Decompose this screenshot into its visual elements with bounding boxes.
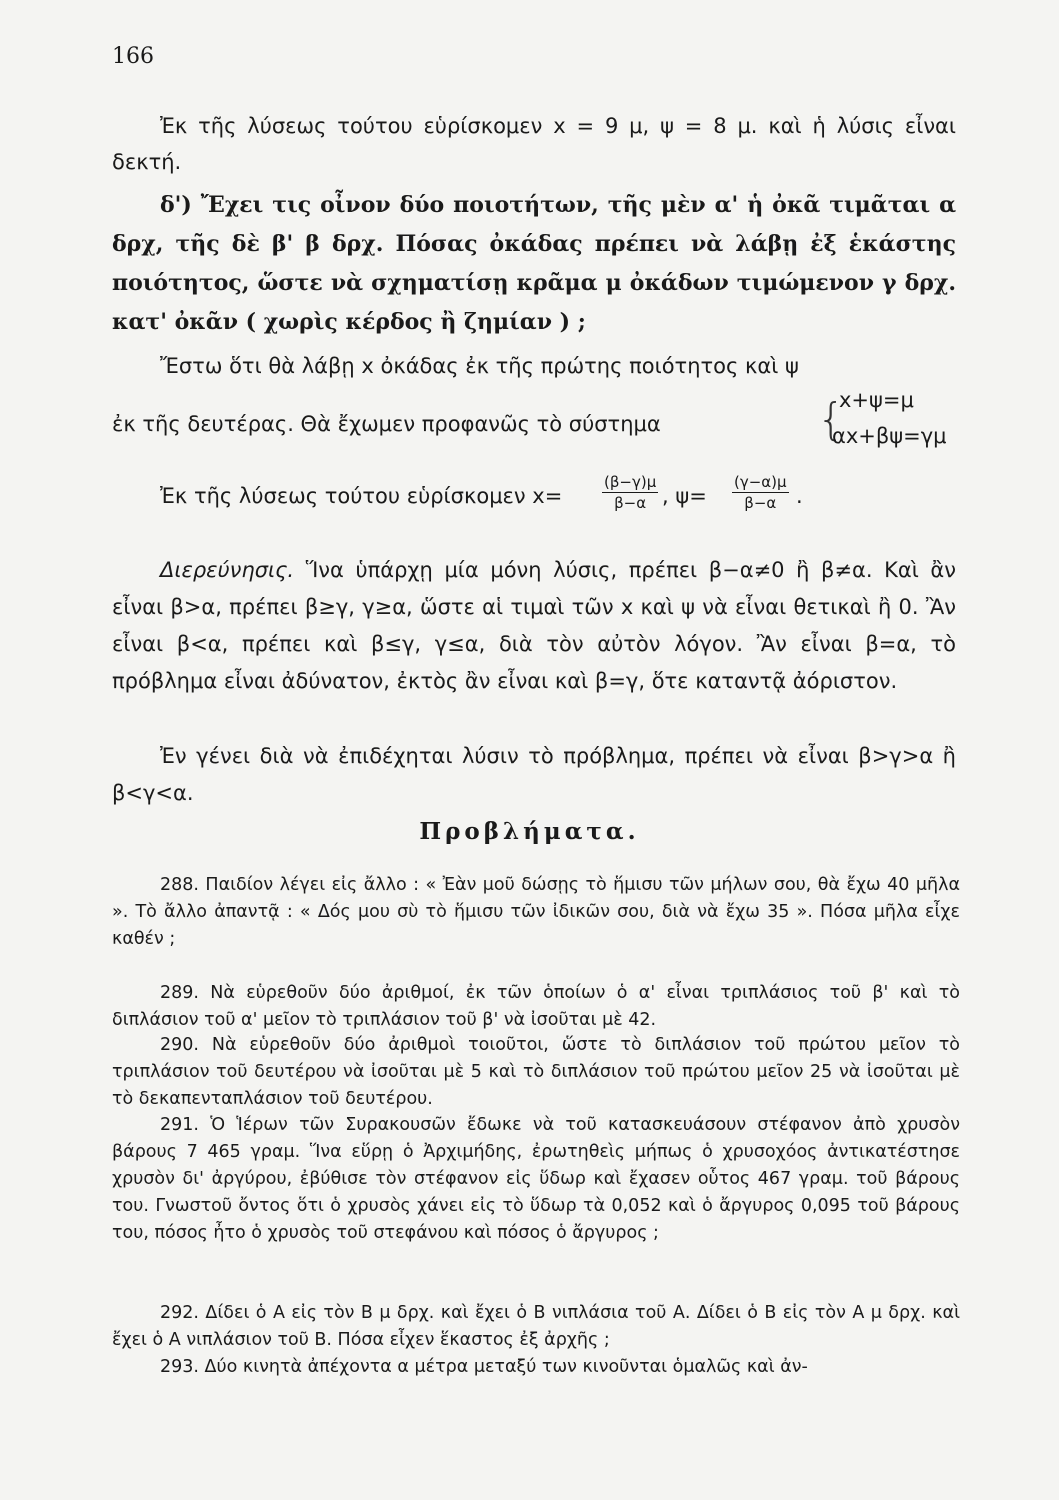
y-numerator: (γ−α)μ — [734, 473, 787, 491]
page-number: 166 — [112, 44, 154, 69]
solution-lead-text: Ἐκ τῆς λύσεως τούτου εὑρίσκομεν x= — [160, 484, 563, 508]
paragraph-general-condition: Ἐν γένει διὰ νὰ ἐπιδέχηται λύσιν τὸ πρόβλημα, πρέπει νὰ εἶναι β>γ>α ἢ β<γ<α. — [112, 744, 956, 805]
system-brace: { — [817, 394, 845, 445]
system-lead-text: ἐκ τῆς δευτέρας. Θὰ ἔχωμεν προφανῶς τὸ σύστημα — [112, 412, 661, 436]
y-fraction — [732, 472, 789, 513]
x-fraction — [602, 472, 658, 513]
paragraph-assumption: Ἔστω ὅτι θὰ λάβῃ x ὀκάδας ἐκ τῆς πρώτης ποιότητος καὶ ψ — [160, 354, 799, 378]
equation-system — [112, 388, 956, 460]
equation-2: αx+βψ=γμ — [832, 424, 947, 448]
solution-mid-text: , ψ= — [662, 484, 707, 508]
x-denominator: β−α — [614, 494, 647, 512]
paragraph-wine-problem: δ') Ἔχει τις οἶνον δύο ποιοτήτων, τῆς μὲν α' ἡ ὀκᾶ τιμᾶται α δρχ, τῆς δὲ β' β δρχ. Πόσας ὀκάδας πρέπει νὰ λάβῃ ἐξ ἑκάστης ποιότητος, ὥστε νὰ σχηματίσῃ κρᾶμα μ ὀκάδων τιμώμενον γ δρχ. κατ' ὀκᾶν ( χωρὶς κέρδος ἢ ζημίαν ) ; — [112, 192, 956, 335]
solution-end-punct: . — [796, 484, 803, 508]
problem-292: 292. Δίδει ὁ Α εἰς τὸν Β μ δρχ. καὶ ἔχει ὁ Β νιπλάσια τοῦ Α. Δίδει ὁ Β εἰς τὸν Α μ δρχ. καὶ ἔχει ὁ Α νιπλάσιον τοῦ Β. Πόσα εἶχεν ἕκαστος ἐξ ἀρχῆς ; — [112, 1303, 960, 1350]
paragraph-discussion — [112, 552, 956, 700]
y-denominator: β−α — [744, 494, 777, 512]
discussion-text: Ἵνα ὑπάρχῃ μία μόνη λύσις, πρέπει β−α≠0 ἢ β≠α. Καὶ ἂν εἶναι β>α, πρέπει β≥γ, γ≥α, ὥστε αἱ τιμαὶ τῶν x καὶ ψ νὰ εἶναι θετικαὶ ἢ 0. Ἂν εἶναι β<α, πρέπει καὶ β≤γ, γ≤α, διὰ τὸν αὐτὸν λόγον. Ἂν εἶναι β=α, τὸ πρόβλημα εἶναι ἀδύνατον, ἐκτὸς ἂν εἶναι καὶ β=γ, ὅτε καταντᾷ ἀόριστον. — [112, 558, 956, 693]
problem-291: 291. Ὁ Ἱέρων τῶν Συρακουσῶν ἔδωκε νὰ τοῦ κατασκευάσουν στέφανον ἀπὸ χρυσὸν βάρους 7 465 γραμ. Ἵνα εὕρῃ ὁ Ἀρχιμήδης, ἐρωτηθεὶς μήπως ὁ χρυσοχόος ἀντικατέστησε χρυσὸν δι' ἀργύρου, ἐβύθισε τὸν στέφανον εἰς ὕδωρ καὶ ἔχασεν οὗτος 467 γραμ. τοῦ βάρους του. Γνωστοῦ ὄντος ὅτι ὁ χρυσὸς χάνει εἰς τὸ ὕδωρ τὰ 0,052 καὶ ὁ ἄργυρος 0,095 τοῦ βάρους του, πόσος ἦτο ὁ χρυσὸς τοῦ στεφάνου καὶ πόσος ὁ ἄργυρος ; — [112, 1115, 960, 1243]
solution-formula — [112, 470, 956, 532]
problem-289: 289. Νὰ εὑρεθοῦν δύο ἀριθμοί, ἐκ τῶν ὁποίων ὁ α' εἶναι τριπλάσιος τοῦ β' καὶ τὸ διπλάσιον τοῦ α' μεῖον τὸ τριπλάσιον τοῦ β' νὰ ἰσοῦται μὲ 42. — [112, 983, 960, 1030]
problem-290: 290. Νὰ εὑρεθοῦν δύο ἀριθμοὶ τοιοῦτοι, ὥστε τὸ διπλάσιον τοῦ πρώτου μεῖον τὸ τριπλάσιον τοῦ δευτέρου νὰ ἰσοῦται μὲ 5 καὶ τὸ διπλάσιον τοῦ πρώτου μεῖον 25 νὰ ἰσοῦται μὲ τὸ δεκαπενταπλάσιον τοῦ δευτέρου. — [112, 1035, 960, 1109]
problem-293: 293. Δύο κινητὰ ἀπέχοντα α μέτρα μεταξύ των κινοῦνται ὁμαλῶς καὶ ἀν- — [160, 1357, 808, 1377]
section-heading: Προβλήματα. — [419, 818, 640, 845]
x-numerator: (β−γ)μ — [604, 473, 657, 491]
equation-1: x+ψ=μ — [839, 388, 914, 412]
discussion-label: Διερεύνησις. — [160, 558, 295, 582]
paragraph-solution-result: Ἐκ τῆς λύσεως τούτου εὑρίσκομεν x = 9 μ, ψ = 8 μ. καὶ ἡ λύσις εἶναι δεκτή. — [112, 114, 956, 174]
problem-288: 288. Παιδίον λέγει εἰς ἄλλο : « Ἐὰν μοῦ δώσῃς τὸ ἥμισυ τῶν μήλων σου, θὰ ἔχω 40 μῆλα ». Τὸ ἄλλο ἀπαντᾷ : « Δός μου σὺ τὸ ἥμισυ τῶν ἰδικῶν σου, διὰ νὰ ἔχω 35 ». Πόσα μῆλα εἶχε καθέν ; — [112, 875, 960, 949]
